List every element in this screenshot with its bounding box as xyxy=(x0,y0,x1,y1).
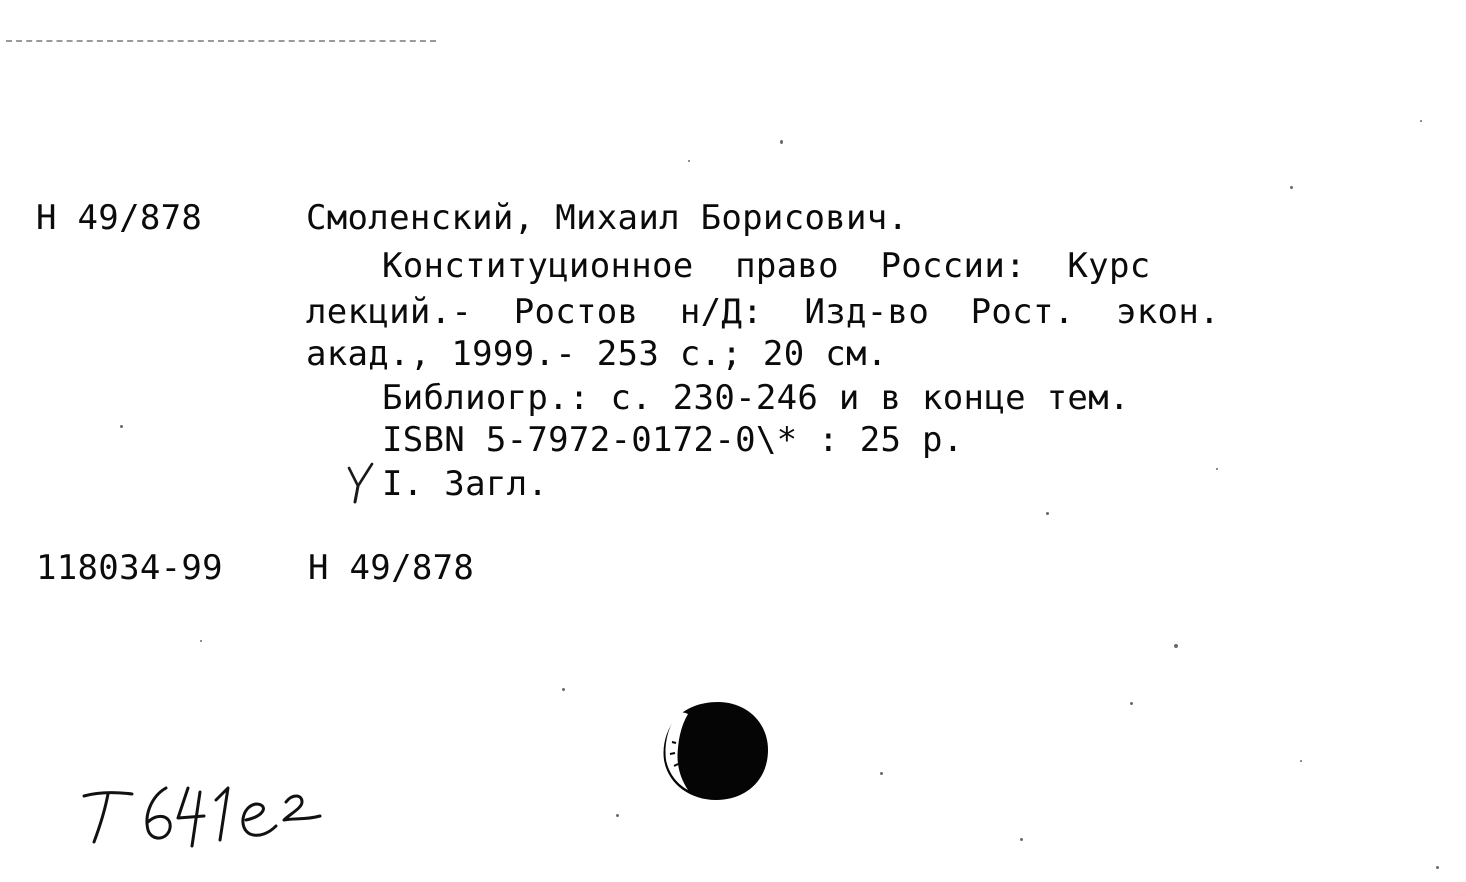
accession-number: 118034-99 xyxy=(36,548,223,588)
call-number: Н 49/878 xyxy=(36,198,203,238)
punch-hole-icon xyxy=(662,700,770,802)
tracing-line: I. Загл. xyxy=(382,464,549,504)
title-line: Конституционное право России: Курс xyxy=(382,246,1151,286)
imprint-line-1: лекций.- Ростов н/Д: Изд-во Рост. экон. xyxy=(306,292,1220,332)
shelf-mark: Н 49/878 xyxy=(308,548,475,588)
author-heading: Смоленский, Михаил Борисович. xyxy=(306,198,909,238)
card-top-edge xyxy=(6,40,436,42)
imprint-line-2: акад., 1999.- 253 с.; 20 см. xyxy=(306,334,888,374)
isbn-line: ISBN 5-7972-0172-0\* : 25 р. xyxy=(382,420,964,460)
handwritten-note xyxy=(70,770,360,860)
bibliography-note: Библиогр.: с. 230-246 и в конце тем. xyxy=(382,378,1130,418)
handwritten-tick-icon xyxy=(346,462,380,506)
